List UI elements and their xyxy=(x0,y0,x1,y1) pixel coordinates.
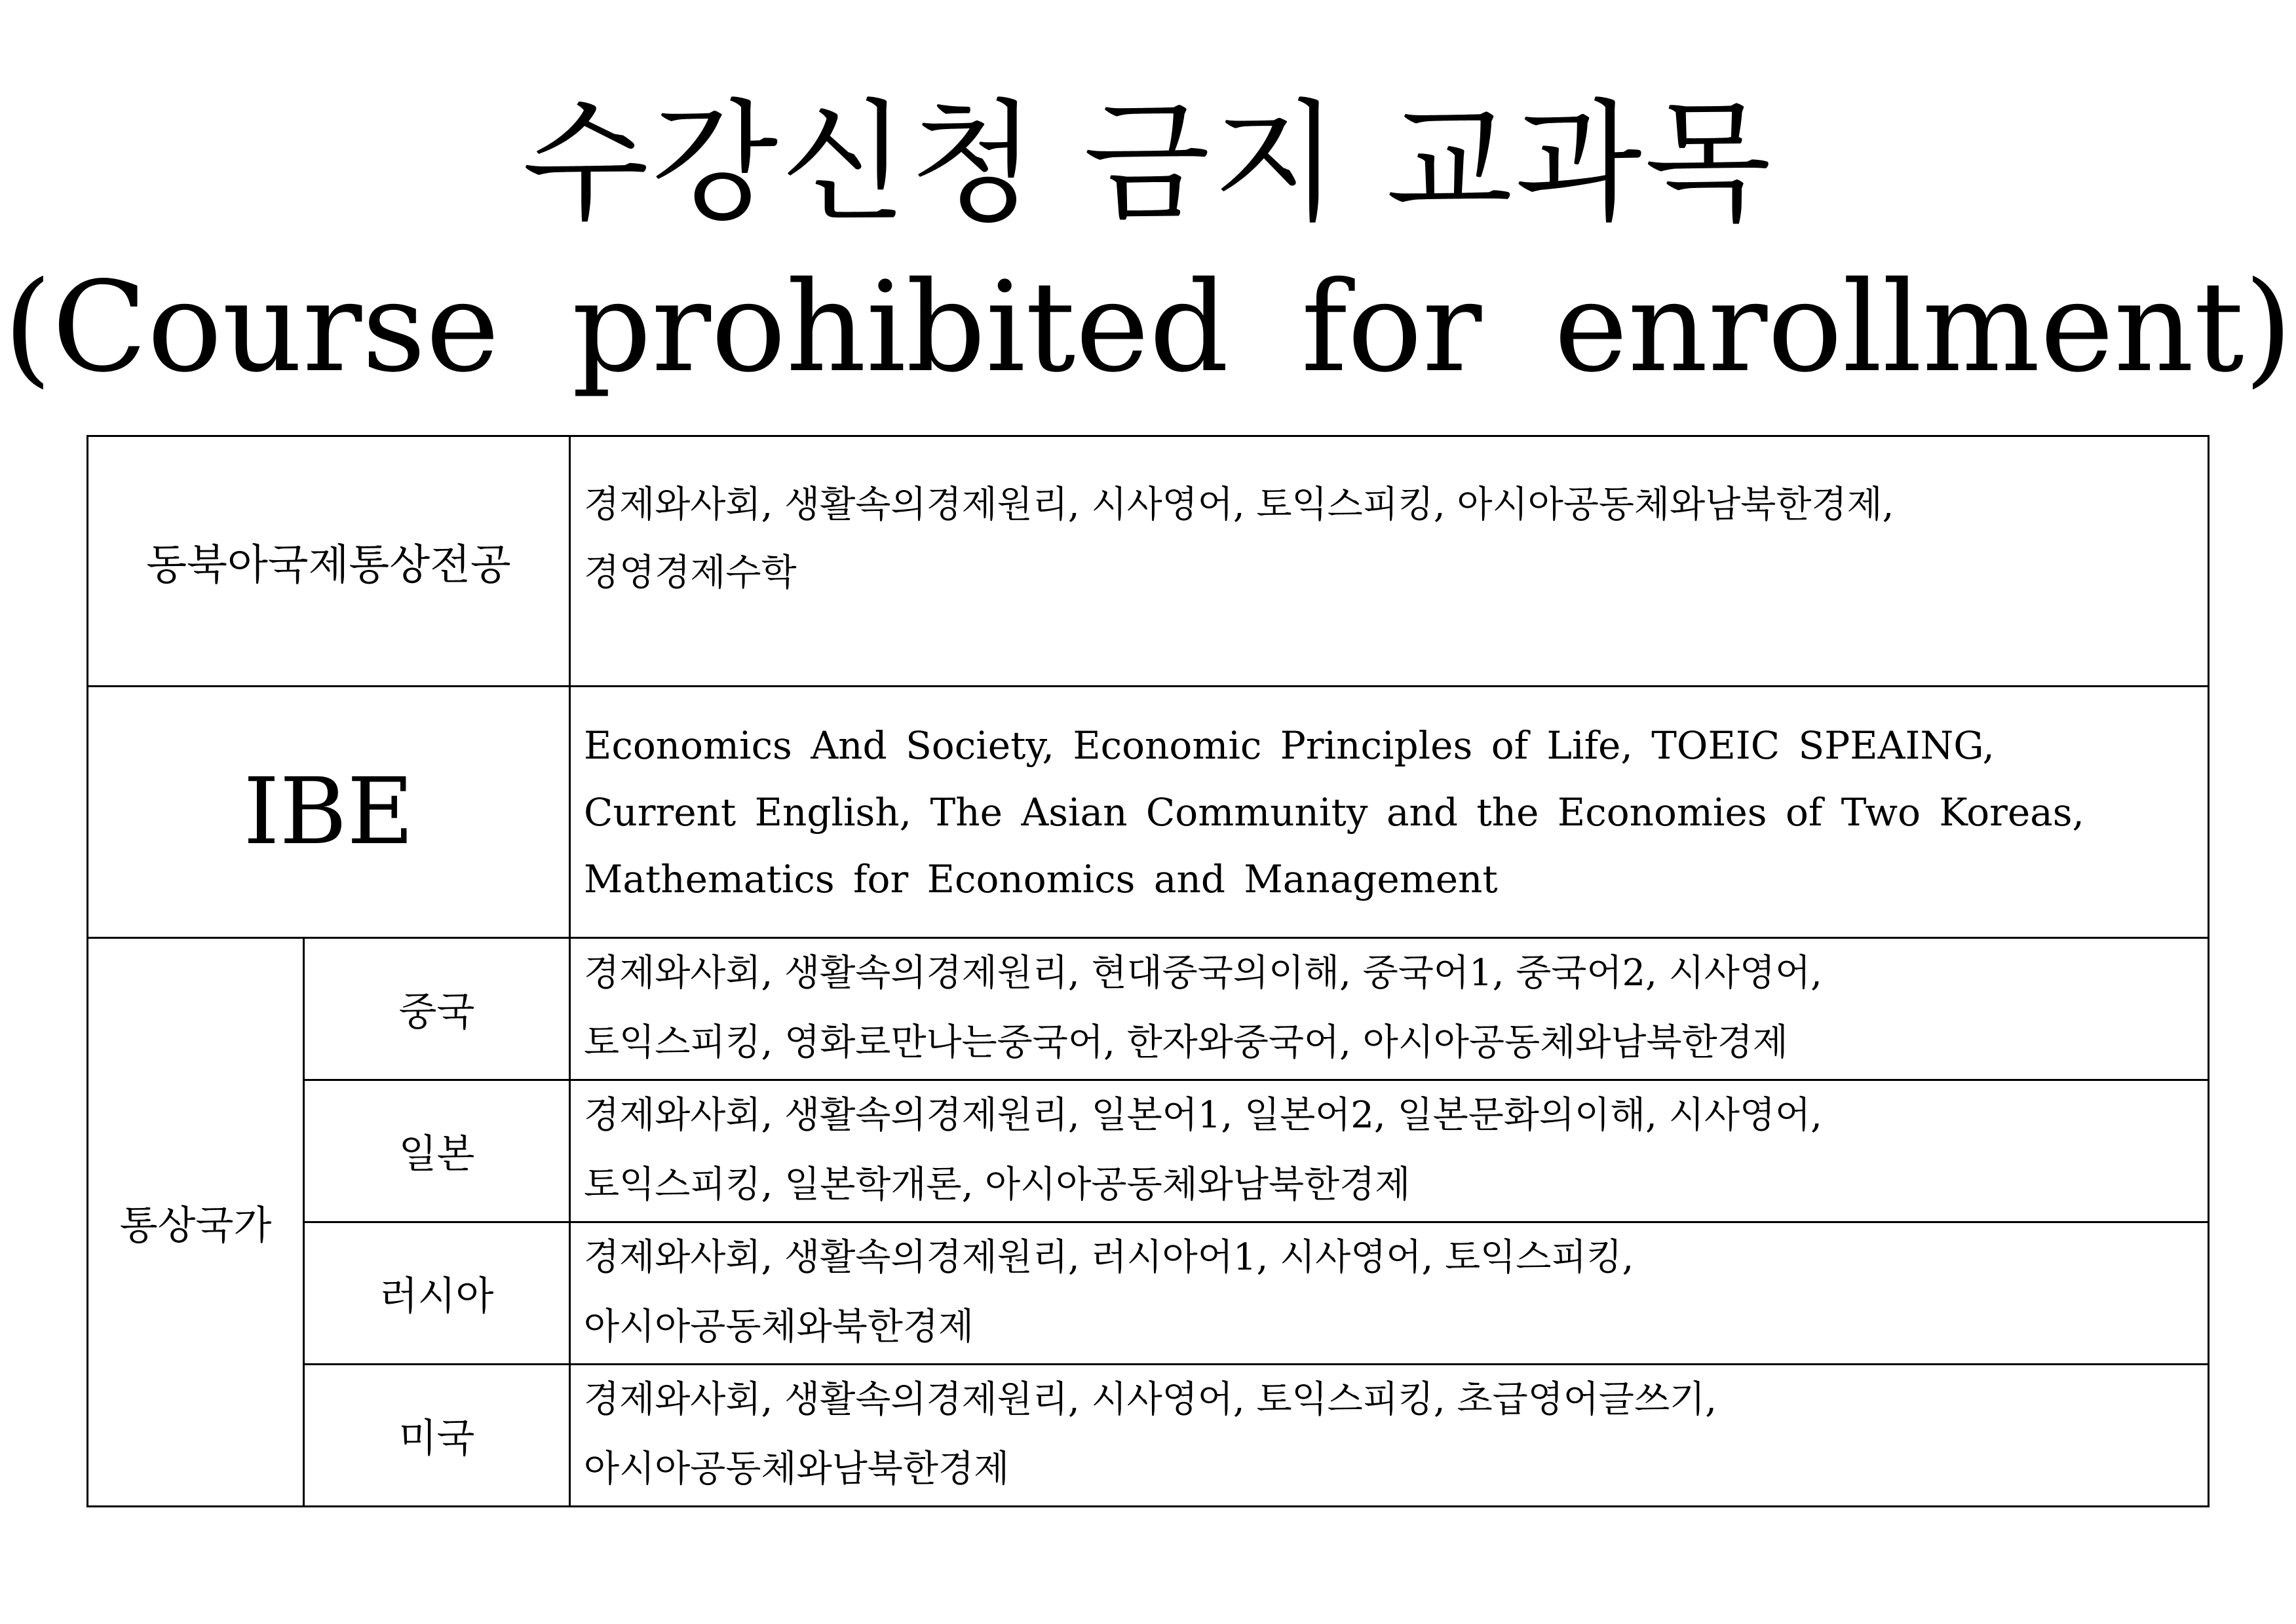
table-row-major xyxy=(88,436,2209,687)
country-courses-line: 아시아공동체와북한경제 xyxy=(584,1306,974,1348)
ibe-courses-line: Mathematics for Economics and Management xyxy=(584,856,1498,901)
table-row-country xyxy=(88,1222,2209,1365)
country-courses-line: 경제와사회, 생활속의경제원리, 러시아어1, 시사영어, 토익스피킹, xyxy=(584,1236,1634,1279)
country-courses-line: 경제와사회, 생활속의경제원리, 일본어1, 일본어2, 일본문화의이해, 시사영어, xyxy=(584,1094,1822,1137)
ibe-courses xyxy=(570,687,2209,938)
country-courses xyxy=(570,938,2209,1080)
prohibited-course-table xyxy=(86,435,2210,1507)
title-english: (Course prohibited for enrollment) xyxy=(3,255,2293,400)
country-label: 러시아 xyxy=(304,1222,570,1365)
ibe-courses-line: Economics And Society, Economic Principles of Life, TOEIC SPEAING, xyxy=(584,723,1995,768)
country-label: 미국 xyxy=(304,1365,570,1507)
country-courses xyxy=(570,1222,2209,1365)
country-courses-line: 토익스피킹, 일본학개론, 아시아공동체와남북한경제 xyxy=(584,1163,1411,1206)
country-courses-line: 아시아공동체와남북한경제 xyxy=(584,1448,1010,1490)
major-courses-line: 경제와사회, 생활속의경제원리, 시사영어, 토익스피킹, 아시아공동체와남북한경제, xyxy=(584,483,1894,526)
major-label: 동북아국제통상전공 xyxy=(88,436,570,687)
page-title xyxy=(0,85,2296,406)
major-courses-line: 경영경제수학 xyxy=(584,552,797,594)
ibe-courses-line: Current English, The Asian Community and the Economies of Two Koreas, xyxy=(584,789,2084,835)
country-courses xyxy=(570,1080,2209,1222)
country-label: 중국 xyxy=(304,938,570,1080)
major-courses xyxy=(570,436,2209,687)
country-courses-line: 경제와사회, 생활속의경제원리, 시사영어, 토익스피킹, 초급영어글쓰기, xyxy=(584,1378,1717,1421)
table-row-ibe xyxy=(88,687,2209,938)
country-courses-line: 경제와사회, 생활속의경제원리, 현대중국의이해, 중국어1, 중국어2, 시사영어, xyxy=(584,952,1822,994)
group-label: 통상국가 xyxy=(88,938,304,1507)
country-courses xyxy=(570,1365,2209,1507)
table-row-country xyxy=(88,1365,2209,1507)
ibe-label: IBE xyxy=(88,687,570,938)
table-row-country xyxy=(88,938,2209,1080)
table-row-country xyxy=(88,1080,2209,1222)
country-label: 일본 xyxy=(304,1080,570,1222)
title-korean: 수강신청 금지 교과목 xyxy=(522,87,1774,240)
country-courses-line: 토익스피킹, 영화로만나는중국어, 한자와중국어, 아시아공동체와남북한경제 xyxy=(584,1021,1788,1064)
